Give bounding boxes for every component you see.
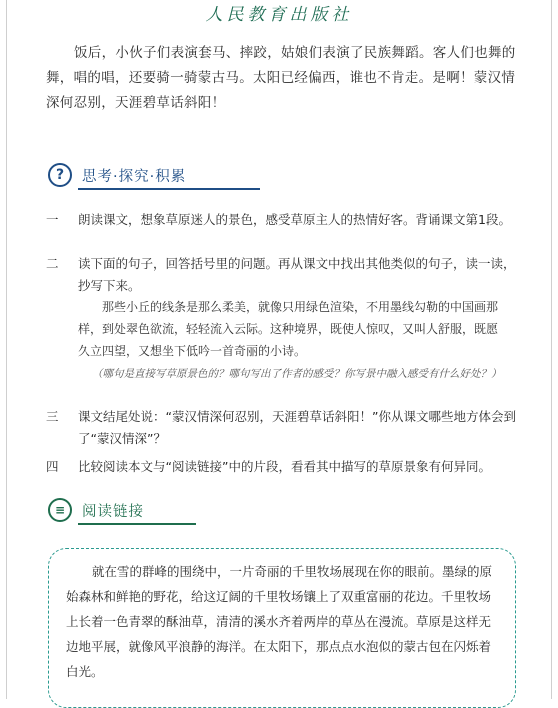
section-title: 阅读链接	[82, 504, 144, 520]
exercise-text: 朗读课文，想象草原迷人的景色，感受草原主人的热情好客。背诵课文第1段。	[78, 212, 511, 227]
intro-paragraph: 饭后，小伙子们表演套马、摔跤，姑娘们表演了民族舞蹈。客人们也舞的舞，唱的唱，还要骑一骑蒙古马。太阳已经偏西，谁也不肯走。是啊！蒙汉情深何忍别，天涯碧草话斜阳！	[46, 45, 516, 111]
exercise-item	[46, 406, 518, 450]
section-underline	[78, 188, 260, 190]
page-left-border	[6, 0, 7, 699]
book-icon	[48, 498, 72, 522]
exercise-item	[46, 456, 518, 478]
question-icon	[48, 163, 72, 187]
exercise-item	[46, 209, 518, 231]
page-right-border	[551, 0, 552, 699]
exercise-text: 读下面的句子，回答括号里的问题。再从课文中找出其他类似的句子，读一读，抄写下来。	[78, 256, 516, 293]
section-title: 思考·探究·积累	[82, 169, 187, 185]
publisher-logo: 人民教育出版社	[205, 5, 353, 25]
exercise-number: 三	[46, 409, 59, 424]
exercise-number: 四	[46, 459, 59, 474]
section-underline	[78, 523, 196, 525]
exercise-text: 课文结尾处说：“蒙汉情深何忍别，天涯碧草话斜阳！”你从课文哪些地方体会到了“蒙汉情深”？	[78, 409, 516, 446]
exercise-text: 比较阅读本文与“阅读链接”中的片段，看看其中描写的草原景象有何异同。	[78, 459, 491, 474]
exercise-item	[46, 253, 518, 297]
question-glyph: ?	[55, 167, 65, 183]
exercise-number: 二	[46, 256, 59, 271]
book-glyph: ≡	[54, 503, 66, 517]
quoted-passage: 那些小丘的线条是那么柔美，就像只用绿色渲染，不用墨线勾勒的中国画那样，到处翠色欲流，轻轻流入云际。这种境界，既使人惊叹，又叫人舒服，既愿久立四望，又想坐下低吟一首奇丽的小诗。	[78, 300, 499, 358]
reading-link-text: 就在雪的群峰的围绕中，一片奇丽的千里牧场展现在你的眼前。墨绿的原始森林和鲜艳的野花，给这辽阔的千里牧场镶上了双重富丽的花边。千里牧场上长着一色青翠的酥油草，清清的溪水齐着两岸的草丛在漫流。草原是这样无边地平展，就像风平浪静的海洋。在太阳下，那点点水泡似的蒙古包在闪烁着白光。	[66, 564, 493, 679]
exercise-number: 一	[46, 212, 59, 227]
quoted-passage-note: （哪句是直接写草原景色的？哪句写出了作者的感受？你写景中融入感受有什么好处？）	[92, 368, 502, 380]
